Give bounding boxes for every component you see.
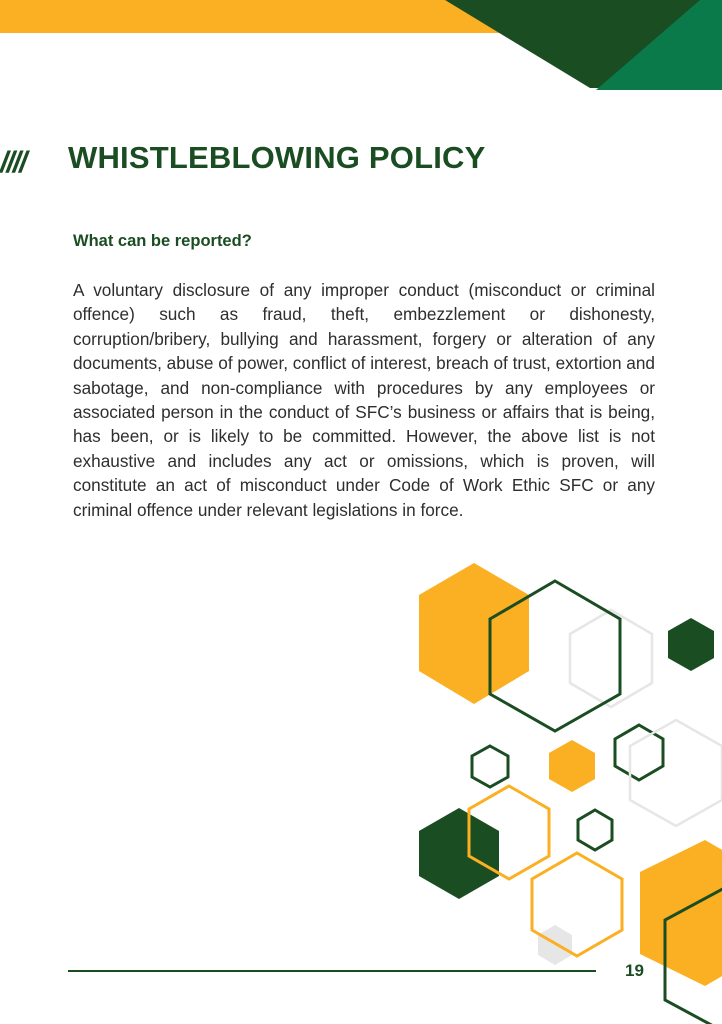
hexagon-orange-large — [419, 563, 529, 704]
hexagon-green-outline-medium — [615, 725, 663, 780]
page-title: WHISTLEBLOWING POLICY — [68, 140, 486, 175]
hexagon-gray-outline — [570, 610, 652, 707]
hexagon-dark-green-filled — [419, 808, 499, 899]
footer-divider — [68, 970, 596, 972]
hexagon-green-outline-small — [472, 746, 508, 787]
hexagon-green-outline-tiny — [578, 810, 612, 850]
section-heading: What can be reported? — [73, 232, 252, 250]
page-number: 19 — [625, 961, 644, 980]
hexagon-dark-green-small — [668, 618, 714, 671]
hexagon-orange-small — [549, 740, 595, 792]
top-orange-band — [0, 0, 500, 33]
section-body-paragraph: A voluntary disclosure of any improper conduct (misconduct or criminal offence) such as fraud, theft, embezzlement or dishonesty, corruption/bribery, bullying and harassment, forgery or alteration of any documents, abuse of power, conflict of interest, breach of trust, extortion and sabotage, and non-compliance with procedures by any employees or associated person in the conduct of SFC’s business or affairs that is being, has been, or is likely to be committed. However, the above list is not exhaustive and includes any act or omissions, which is proven, will constitute an act of misconduct under Code of Work Ethic SFC or any criminal offence under relevant legislations in force. — [73, 280, 655, 520]
hexagon-gray-outline-right — [630, 720, 722, 826]
title-slash-decoration: //// — [0, 146, 26, 179]
